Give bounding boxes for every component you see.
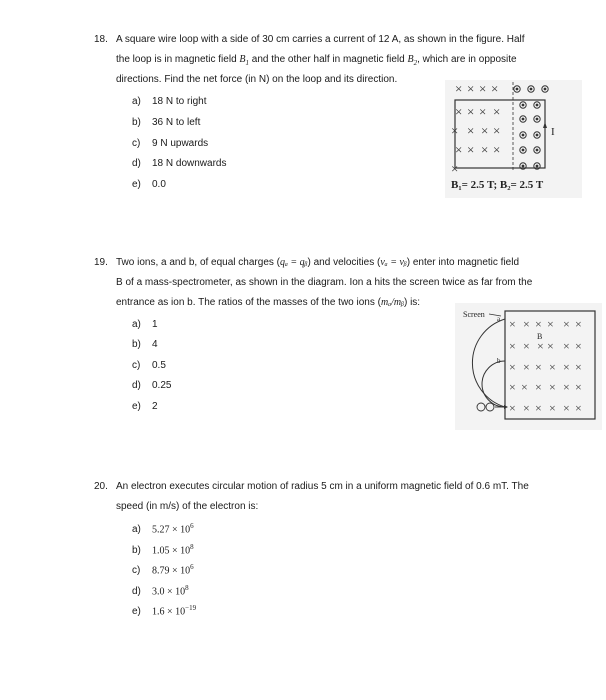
- ion-a-icon: [477, 403, 485, 411]
- x-mark: ×: [535, 380, 542, 394]
- q18-option-d[interactable]: [132, 158, 226, 169]
- x-mark: ×: [563, 360, 570, 374]
- option-text: 0.0: [152, 179, 166, 190]
- x-mark: ×: [547, 339, 554, 353]
- x-mark: ×: [535, 401, 542, 415]
- question-20-text-1: An electron executes circular motion of radius 5 cm in a uniform magnetic field of 0.6 mT. The: [116, 481, 529, 492]
- option-letter: e): [132, 606, 141, 618]
- x-mark: ×: [509, 360, 516, 374]
- option-letter: d): [132, 586, 141, 598]
- option-letter: b): [132, 117, 141, 128]
- option-letter: a): [132, 319, 141, 330]
- x-mark: ×: [467, 104, 475, 119]
- q18-option-c[interactable]: [132, 138, 208, 149]
- option-text: 18 N to right: [152, 96, 207, 107]
- question-20-line-2: [116, 501, 258, 512]
- question-20-text-2: speed (in m/s) of the electron is:: [116, 501, 259, 512]
- b1-field-x-marks: [451, 81, 500, 176]
- option-exponent: 8: [185, 584, 189, 592]
- b1-symbol: [239, 54, 249, 65]
- screen-label: Screen: [463, 310, 485, 319]
- option-letter: b): [132, 545, 141, 557]
- x-mark: ×: [493, 104, 501, 119]
- option-text: 0.5: [152, 360, 166, 371]
- ion-a-label: a: [497, 315, 501, 323]
- question-18-text-3: directions. Find the net force (in N) on the loop and its direction.: [116, 74, 398, 85]
- b1-letter: B: [239, 54, 246, 65]
- x-mark: ×: [575, 380, 582, 394]
- x-mark: ×: [549, 360, 556, 374]
- velocity-equation: vₐ = vᵦ: [380, 257, 407, 268]
- x-mark: ×: [535, 317, 542, 331]
- q18-option-e[interactable]: [132, 179, 166, 190]
- question-18-text-2c: , which are in opposite: [417, 54, 517, 65]
- x-mark: ×: [481, 123, 489, 138]
- b2-symbol: [407, 54, 417, 65]
- field-b-label: B: [537, 332, 543, 341]
- x-mark: ×: [451, 161, 459, 176]
- option-text: 0.25: [152, 380, 172, 391]
- question-18-text-2a: the loop is in magnetic field: [116, 54, 240, 65]
- option-text: 4: [152, 339, 158, 350]
- x-mark: ×: [549, 380, 556, 394]
- ion-b-icon: [486, 403, 494, 411]
- x-mark: ×: [521, 380, 528, 394]
- question-19-text-3b: ) is:: [403, 297, 421, 308]
- q19-option-c[interactable]: [132, 360, 166, 371]
- question-19-number: 19.: [94, 257, 108, 268]
- x-mark: ×: [549, 401, 556, 415]
- option-letter: e): [132, 179, 141, 190]
- question-20-number: 20.: [94, 481, 108, 492]
- x-mark: ×: [575, 401, 582, 415]
- b2-field-dot-marks: [514, 86, 548, 169]
- option-letter: d): [132, 380, 141, 391]
- x-mark: ×: [467, 123, 475, 138]
- option-letter: c): [132, 565, 141, 577]
- b1-subscript: 1: [245, 59, 250, 67]
- question-18-line-1: [94, 34, 525, 45]
- x-mark: ×: [455, 104, 463, 119]
- question-19-text-1b: ) and velocities (: [307, 257, 381, 268]
- x-mark: ×: [563, 339, 570, 353]
- q18-figure: [445, 80, 582, 198]
- question-20-line-1: [94, 481, 529, 492]
- question-18-text-1: A square wire loop with a side of 30 cm carries a current of 12 A, as shown in the figure. Half: [116, 34, 525, 45]
- x-mark: ×: [575, 360, 582, 374]
- b2-letter: B: [407, 54, 414, 65]
- x-mark: ×: [535, 360, 542, 374]
- option-letter: a): [132, 96, 141, 107]
- x-mark: ×: [493, 123, 501, 138]
- b2-subscript: 2: [413, 59, 418, 67]
- question-19-line-1: [94, 257, 519, 268]
- question-19-text-2: B of a mass-spectrometer, as shown in the diagram. Ion a hits the screen twice as far from the: [116, 277, 533, 288]
- x-mark: ×: [467, 81, 475, 96]
- q19-option-a[interactable]: [132, 319, 158, 330]
- x-mark: ×: [523, 339, 530, 353]
- q20-option-b[interactable]: [132, 543, 194, 556]
- x-mark: ×: [563, 380, 570, 394]
- x-mark: ×: [537, 339, 544, 353]
- x-mark: ×: [481, 142, 489, 157]
- q19-option-d[interactable]: [132, 380, 171, 391]
- x-mark: ×: [575, 317, 582, 331]
- x-mark: ×: [479, 104, 487, 119]
- q20-option-c[interactable]: [132, 563, 194, 576]
- x-mark: ×: [451, 123, 459, 138]
- option-letter: b): [132, 339, 141, 350]
- current-arrow-icon: [543, 122, 547, 128]
- option-text: 18 N downwards: [152, 158, 227, 169]
- option-text: 2: [152, 401, 158, 412]
- charge-equation: qₐ = qᵦ: [280, 257, 308, 268]
- x-mark: ×: [563, 317, 570, 331]
- option-text: 9 N upwards: [152, 138, 209, 149]
- x-mark: ×: [467, 142, 475, 157]
- option-letter: c): [132, 360, 141, 371]
- question-18-text-2b: and the other half in magnetic field: [249, 54, 408, 65]
- option-exponent: 6: [190, 522, 194, 530]
- question-19-line-2: [116, 277, 532, 288]
- x-mark: ×: [479, 81, 487, 96]
- x-mark: ×: [523, 317, 530, 331]
- option-exponent: 6: [190, 563, 194, 571]
- option-mantissa: 1.6 × 10: [152, 606, 186, 618]
- x-mark: ×: [523, 401, 530, 415]
- x-mark: ×: [509, 401, 516, 415]
- option-letter: c): [132, 138, 141, 149]
- x-mark: ×: [575, 339, 582, 353]
- question-19-line-3: [116, 297, 420, 308]
- question-19-text-1a: Two ions, a and b, of equal charges (: [116, 257, 280, 268]
- mass-ratio-expression: mₐ/mᵦ: [380, 297, 404, 308]
- q18-option-b[interactable]: [132, 117, 200, 128]
- option-letter: a): [132, 524, 141, 536]
- ion-b-trajectory: [482, 361, 505, 407]
- x-mark: ×: [563, 401, 570, 415]
- q18-field-diagram: [445, 80, 582, 198]
- q20-option-d[interactable]: [132, 584, 189, 597]
- x-mark: ×: [509, 317, 516, 331]
- x-mark: ×: [547, 317, 554, 331]
- x-mark: ×: [491, 81, 499, 96]
- option-letter: e): [132, 401, 141, 412]
- question-19-text-1c: ) enter into magnetic field: [406, 257, 520, 268]
- option-letter: d): [132, 158, 141, 169]
- option-exponent: −19: [185, 604, 197, 612]
- field-values-label: B₁= 2.5 T; B₂= 2.5 T: [451, 179, 544, 191]
- q19-option-e[interactable]: [132, 401, 158, 412]
- q20-option-e[interactable]: [132, 604, 196, 617]
- x-mark: ×: [493, 142, 501, 157]
- field-x-marks: [509, 317, 582, 415]
- question-18-number: 18.: [94, 34, 108, 45]
- q20-option-a[interactable]: [132, 522, 194, 535]
- mass-spectrometer-diagram: [455, 303, 602, 430]
- option-text: 1: [152, 319, 158, 330]
- x-mark: ×: [509, 380, 516, 394]
- ion-b-label: b: [497, 357, 501, 365]
- x-mark: ×: [509, 339, 516, 353]
- option-text: 36 N to left: [152, 117, 201, 128]
- current-label: I: [551, 126, 555, 138]
- question-19-text-3a: entrance as ion b. The ratios of the masses of the two ions (: [116, 297, 381, 308]
- x-mark: ×: [455, 81, 463, 96]
- question-18-line-3: [116, 74, 397, 85]
- q19-option-b[interactable]: [132, 339, 158, 350]
- option-mantissa: 3.0 × 10: [152, 586, 186, 598]
- x-mark: ×: [455, 142, 463, 157]
- q18-option-a[interactable]: [132, 96, 206, 107]
- option-mantissa: 5.27 × 10: [152, 524, 191, 536]
- entry-arrow-icon: [504, 405, 508, 409]
- question-18-line-2: [116, 54, 517, 67]
- option-mantissa: 1.05 × 10: [152, 545, 191, 557]
- option-mantissa: 8.79 × 10: [152, 565, 191, 577]
- q19-figure: [455, 303, 602, 430]
- option-exponent: 8: [190, 543, 194, 551]
- x-mark: ×: [523, 360, 530, 374]
